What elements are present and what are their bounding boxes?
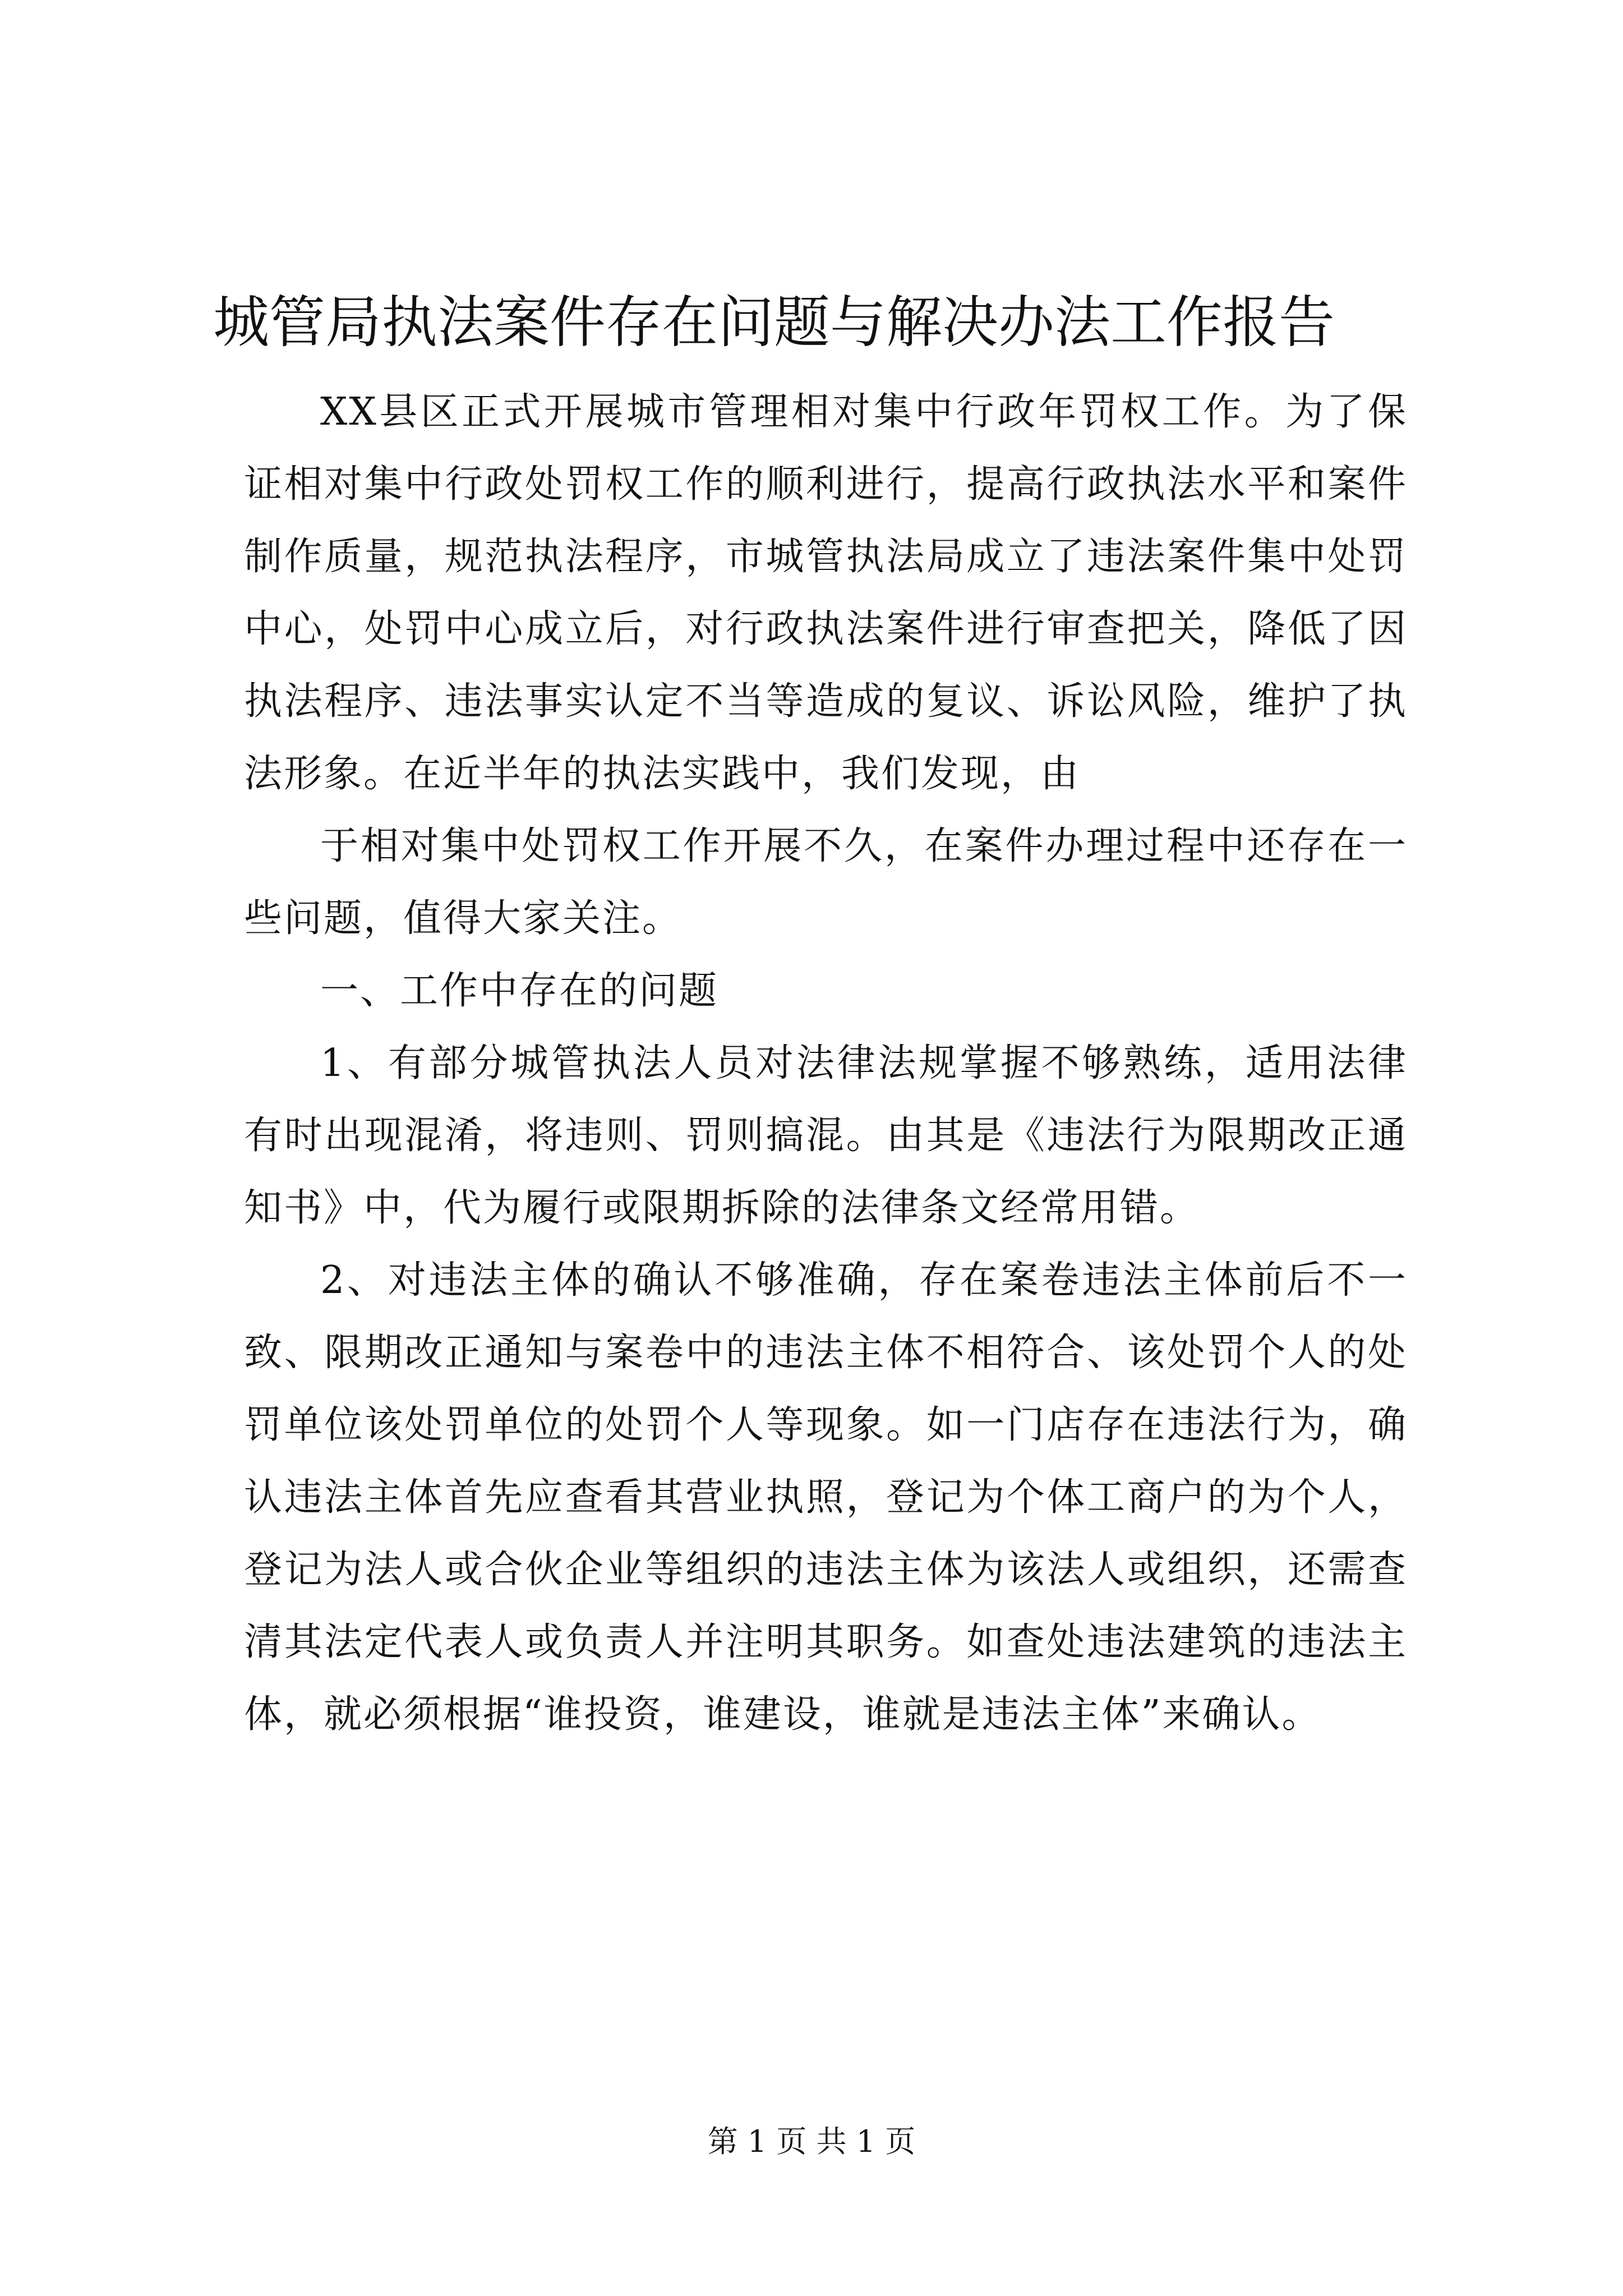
document-body	[244, 376, 1408, 1751]
paragraph-intro-continued: 于相对集中处罚权工作开展不久，在案件办理过程中还存在一些问题，值得大家关注。	[244, 824, 1408, 941]
paragraph-problem-2: 2、对违法主体的确认不够准确，存在案卷违法主体前后不一致、限期改正通知与案卷中的违法主体不相符合、该处罚个人的处罚单位该处罚单位的处罚个人等现象。如一门店存在违法行为，确认违法主体首先应查看其营业执照，登记为个体工商户的为个人，登记为法人或合伙企业等组织的违法主体为该法人或组织，还需查清其法定代表人或负责人并注明其职务。如查处违法建筑的违法主体，就必须根据“谁投资，谁建设，谁就是违法主体”来确认。	[244, 1258, 1408, 1737]
paragraph-problem-1: 1、有部分城管执法人员对法律法规掌握不够熟练，适用法律有时出现混淆，将违则、罚则搞混。由其是《违法行为限期改正通知书》中，代为履行或限期拆除的法律条文经常用错。	[244, 1041, 1408, 1230]
document-title: 城管局执法案件存在问题与解决办法工作报告	[213, 289, 1335, 355]
page-footer: 第 1 页 共 1 页	[707, 2124, 916, 2159]
section-heading-problems: 一、工作中存在的问题	[320, 969, 719, 1013]
paragraph-intro: XX县区正式开展城市管理相对集中行政年罚权工作。为了保证相对集中行政处罚权工作的顺利进行，提高行政执法水平和案件制作质量，规范执法程序，市城管执法局成立了违法案件集中处罚中心，处罚中心成立后，对行政执法案件进行审查把关，降低了因执法程序、违法事实认定不当等造成的复议、诉讼风险，维护了执法形象。在近半年的执法实践中，我们发现，由	[244, 390, 1408, 796]
